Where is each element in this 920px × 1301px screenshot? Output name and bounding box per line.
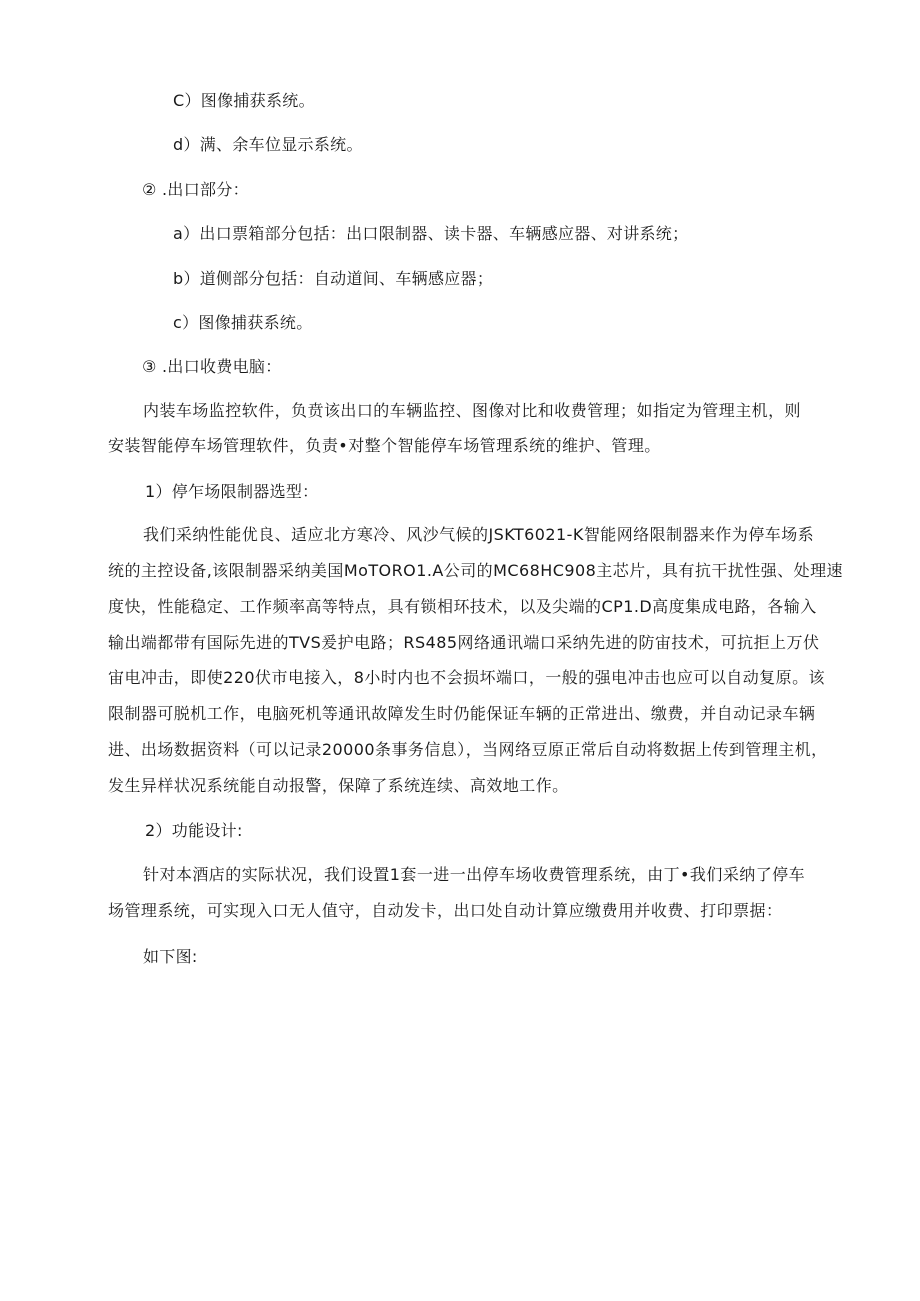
paragraph-line: 安装智能停车场管理软件，负责•对整个智能停车场管理系统的维护、管理。: [108, 436, 661, 455]
paragraph-line: 度快，性能稳定、工作频率高等特点，具有锁相环技术，以及尖端的CP1.D高度集成电路，各输入: [108, 597, 817, 616]
closing-line: 如下图:: [143, 947, 198, 966]
paragraph-line: 针对本酒店的实际状况，我们设置1套一进一出停车场收费管理系统，由丁•我们采纳了停车: [143, 865, 806, 884]
subheading-function-design: 2）功能设计:: [145, 821, 243, 840]
list-item-c-image-capture: C）图像捕获系统。: [173, 91, 315, 110]
paragraph-line: 宙电冲击，即使220伏市电接入，8小时内也不会损坏端口，一般的强电冲击也应可以自动复原。该: [108, 668, 825, 687]
list-item-b-lane-side: b）道侧部分包括：自动道间、车辆感应器；: [173, 269, 494, 288]
section-heading-exit-computer: ③ .出口收费电脑：: [142, 357, 282, 376]
paragraph-line: 限制器可脱机工作，电脑死机等通讯故障发生时仍能保证车辆的正常进出、缴费，并自动记录车辆: [108, 704, 816, 723]
list-item-d-space-display: d）满、余车位显示系统。: [173, 135, 363, 154]
paragraph-line: 发生异样状况系统能自动报警，保障了系统连续、高效地工作。: [108, 776, 569, 795]
list-item-c-image-capture-exit: c）图像捕获系统。: [173, 313, 313, 332]
paragraph-line: 我们采纳性能优良、适应北方寒冷、风沙气候的JSKT6021-K智能网络限制器来作为停车场系: [143, 525, 815, 544]
paragraph-line: 统的主控设备,该限制器采纳美国MoTORO1.A公司的MC68HC908主芯片，具有抗干扰性强、处理速: [108, 561, 843, 580]
paragraph-line: 场管理系统，可实现入口无人值守，自动发卡，出口处自动计算应缴费用并收费、打印票据：: [108, 901, 783, 920]
paragraph-line: 进、出场数据资料（可以记录20000条事务信息），当网络豆原正常后自动将数据上传到管理主机，: [108, 740, 828, 759]
paragraph-line: 输出端都带有国际先进的TVS爰护电路；RS485网络通讯端口采纳先进的防宙技术，可抗拒上万伏: [108, 633, 820, 652]
paragraph-line: 内装车场监控软件，负贲该出口的车辆监控、图像对比和收费管理；如指定为管理主机，则: [143, 401, 802, 420]
list-item-a-exit-ticket-box: a）出口票箱部分包括：出口限制器、读卡器、车辆感应器、对讲系统；: [173, 224, 689, 243]
subheading-controller-selection: 1）停乍场限制器选型：: [145, 482, 319, 501]
section-heading-exit: ② .出口部分：: [142, 180, 249, 199]
